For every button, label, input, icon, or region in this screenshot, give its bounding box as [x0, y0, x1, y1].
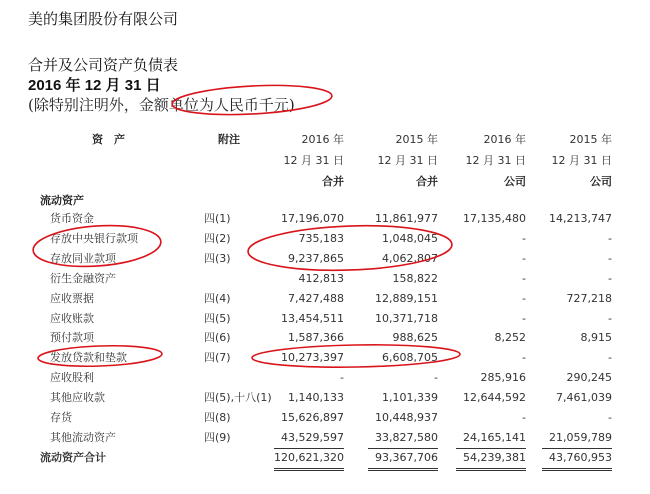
col3-scope: 公司: [504, 175, 526, 188]
row-value-2015-company: -: [608, 252, 612, 265]
row-value-2015-consolidated: 6,608,705: [382, 351, 438, 364]
row-note: 四(7): [204, 351, 231, 364]
total-v1: 120,621,320: [274, 451, 344, 464]
table-row: [0, 309, 650, 329]
row-label: 存放中央银行款项: [50, 232, 138, 245]
col-header-note: 附注: [218, 133, 240, 146]
table-row: [0, 209, 650, 229]
col1-scope: 合并: [322, 175, 344, 188]
row-label: 发放贷款和垫款: [50, 351, 127, 364]
row-label: 其他应收款: [50, 391, 105, 404]
row-value-2015-company: -: [608, 232, 612, 245]
col-header-asset: 资 产: [92, 133, 125, 146]
company-name: 美的集团股份有限公司: [28, 10, 179, 28]
row-note: 四(5): [204, 312, 231, 325]
row-value-2016-company: -: [522, 411, 526, 424]
row-value-2016-company: -: [522, 292, 526, 305]
row-value-2016-company: -: [522, 351, 526, 364]
row-value-2016-consolidated: 13,454,511: [281, 312, 344, 325]
table-row: [0, 229, 650, 249]
total-bottom-rule-2: [368, 468, 438, 469]
row-note: 四(4): [204, 292, 231, 305]
row-value-2015-company: 14,213,747: [549, 212, 612, 225]
row-value-2016-company: -: [522, 272, 526, 285]
row-note: 四(3): [204, 252, 231, 265]
row-value-2016-consolidated: 1,587,366: [288, 331, 344, 344]
row-note: 四(5),十八(1): [204, 391, 272, 404]
total-bottom-rule-3: [456, 468, 526, 469]
row-value-2015-consolidated: 10,371,718: [375, 312, 438, 325]
total-top-rule-3: [456, 448, 526, 449]
row-value-2015-company: 727,218: [566, 292, 612, 305]
row-value-2015-consolidated: 4,062,807: [382, 252, 438, 265]
row-value-2015-company: 21,059,789: [549, 431, 612, 444]
row-value-2016-consolidated: 10,273,397: [281, 351, 344, 364]
row-label: 预付款项: [50, 331, 94, 344]
col3-year: 2016 年: [483, 133, 526, 146]
row-value-2016-company: 17,135,480: [463, 212, 526, 225]
row-value-2016-consolidated: 43,529,597: [281, 431, 344, 444]
table-row: [0, 328, 650, 348]
total-bottom-rule-1b: [274, 470, 344, 471]
row-value-2016-company: 285,916: [480, 371, 526, 384]
total-top-rule-2: [368, 448, 438, 449]
row-value-2015-company: 7,461,039: [556, 391, 612, 404]
col1-year: 2016 年: [301, 133, 344, 146]
table-row: [0, 289, 650, 309]
row-label: 其他流动资产: [50, 431, 116, 444]
row-value-2015-consolidated: 158,822: [392, 272, 438, 285]
row-value-2016-company: 24,165,141: [463, 431, 526, 444]
row-note: 四(8): [204, 411, 231, 424]
row-value-2015-consolidated: 11,861,977: [375, 212, 438, 225]
total-label: 流动资产合计: [40, 451, 106, 464]
col4-scope: 公司: [590, 175, 612, 188]
row-value-2015-consolidated: 1,048,045: [382, 232, 438, 245]
row-note: 四(2): [204, 232, 231, 245]
total-bottom-rule-1: [274, 468, 344, 469]
total-v2: 93,367,706: [375, 451, 438, 464]
row-value-2016-consolidated: -: [340, 371, 344, 384]
table-row: [0, 269, 650, 289]
row-value-2015-company: -: [608, 312, 612, 325]
row-label: 存货: [50, 411, 72, 424]
currency-note: (除特别注明外，金额单位为人民币千元): [28, 96, 295, 114]
row-value-2016-consolidated: 15,626,897: [281, 411, 344, 424]
total-bottom-rule-4: [542, 468, 612, 469]
section-current-assets: 流动资产: [40, 194, 84, 207]
table-row: [0, 348, 650, 368]
row-label: 存放同业款项: [50, 252, 116, 265]
total-row: [0, 448, 650, 468]
col2-scope: 合并: [416, 175, 438, 188]
total-top-rule-1: [274, 448, 344, 449]
row-value-2015-consolidated: 988,625: [392, 331, 438, 344]
row-value-2015-consolidated: 33,827,580: [375, 431, 438, 444]
row-value-2016-company: -: [522, 312, 526, 325]
statement-title: 合并及公司资产负债表: [28, 56, 179, 74]
row-value-2015-company: -: [608, 272, 612, 285]
col4-year: 2015 年: [569, 133, 612, 146]
row-label: 衍生金融资产: [50, 272, 116, 285]
row-value-2016-consolidated: 9,237,865: [288, 252, 344, 265]
table-row: [0, 368, 650, 388]
row-value-2016-consolidated: 735,183: [298, 232, 344, 245]
total-v3: 54,239,381: [463, 451, 526, 464]
row-value-2015-consolidated: 10,448,937: [375, 411, 438, 424]
row-label: 应收股利: [50, 371, 94, 384]
col4-date: 12 月 31 日: [551, 154, 612, 167]
col2-date: 12 月 31 日: [377, 154, 438, 167]
row-label: 应收票据: [50, 292, 94, 305]
row-value-2016-company: 8,252: [494, 331, 526, 344]
row-value-2015-company: -: [608, 351, 612, 364]
total-bottom-rule-4b: [542, 470, 612, 471]
row-value-2015-consolidated: 1,101,339: [382, 391, 438, 404]
row-note: 四(1): [204, 212, 231, 225]
row-value-2016-company: -: [522, 232, 526, 245]
row-value-2016-consolidated: 412,813: [298, 272, 344, 285]
row-value-2016-company: -: [522, 252, 526, 265]
row-value-2015-company: -: [608, 411, 612, 424]
statement-date: 2016 年 12 月 31 日: [28, 77, 161, 94]
total-bottom-rule-3b: [456, 470, 526, 471]
row-note: 四(6): [204, 331, 231, 344]
total-bottom-rule-2b: [368, 470, 438, 471]
table-row: [0, 249, 650, 269]
total-v4: 43,760,953: [549, 451, 612, 464]
row-value-2015-company: 290,245: [566, 371, 612, 384]
row-value-2015-consolidated: -: [434, 371, 438, 384]
row-value-2016-company: 12,644,592: [463, 391, 526, 404]
col2-year: 2015 年: [395, 133, 438, 146]
row-label: 货币资金: [50, 212, 94, 225]
col3-date: 12 月 31 日: [465, 154, 526, 167]
table-row: [0, 428, 650, 448]
row-value-2016-consolidated: 17,196,070: [281, 212, 344, 225]
row-value-2016-consolidated: 1,140,133: [288, 391, 344, 404]
row-label: 应收账款: [50, 312, 94, 325]
row-note: 四(9): [204, 431, 231, 444]
col1-date: 12 月 31 日: [283, 154, 344, 167]
row-value-2015-consolidated: 12,889,151: [375, 292, 438, 305]
table-row: [0, 388, 650, 408]
row-value-2015-company: 8,915: [580, 331, 612, 344]
table-row: [0, 408, 650, 428]
total-top-rule-4: [542, 448, 612, 449]
row-value-2016-consolidated: 7,427,488: [288, 292, 344, 305]
